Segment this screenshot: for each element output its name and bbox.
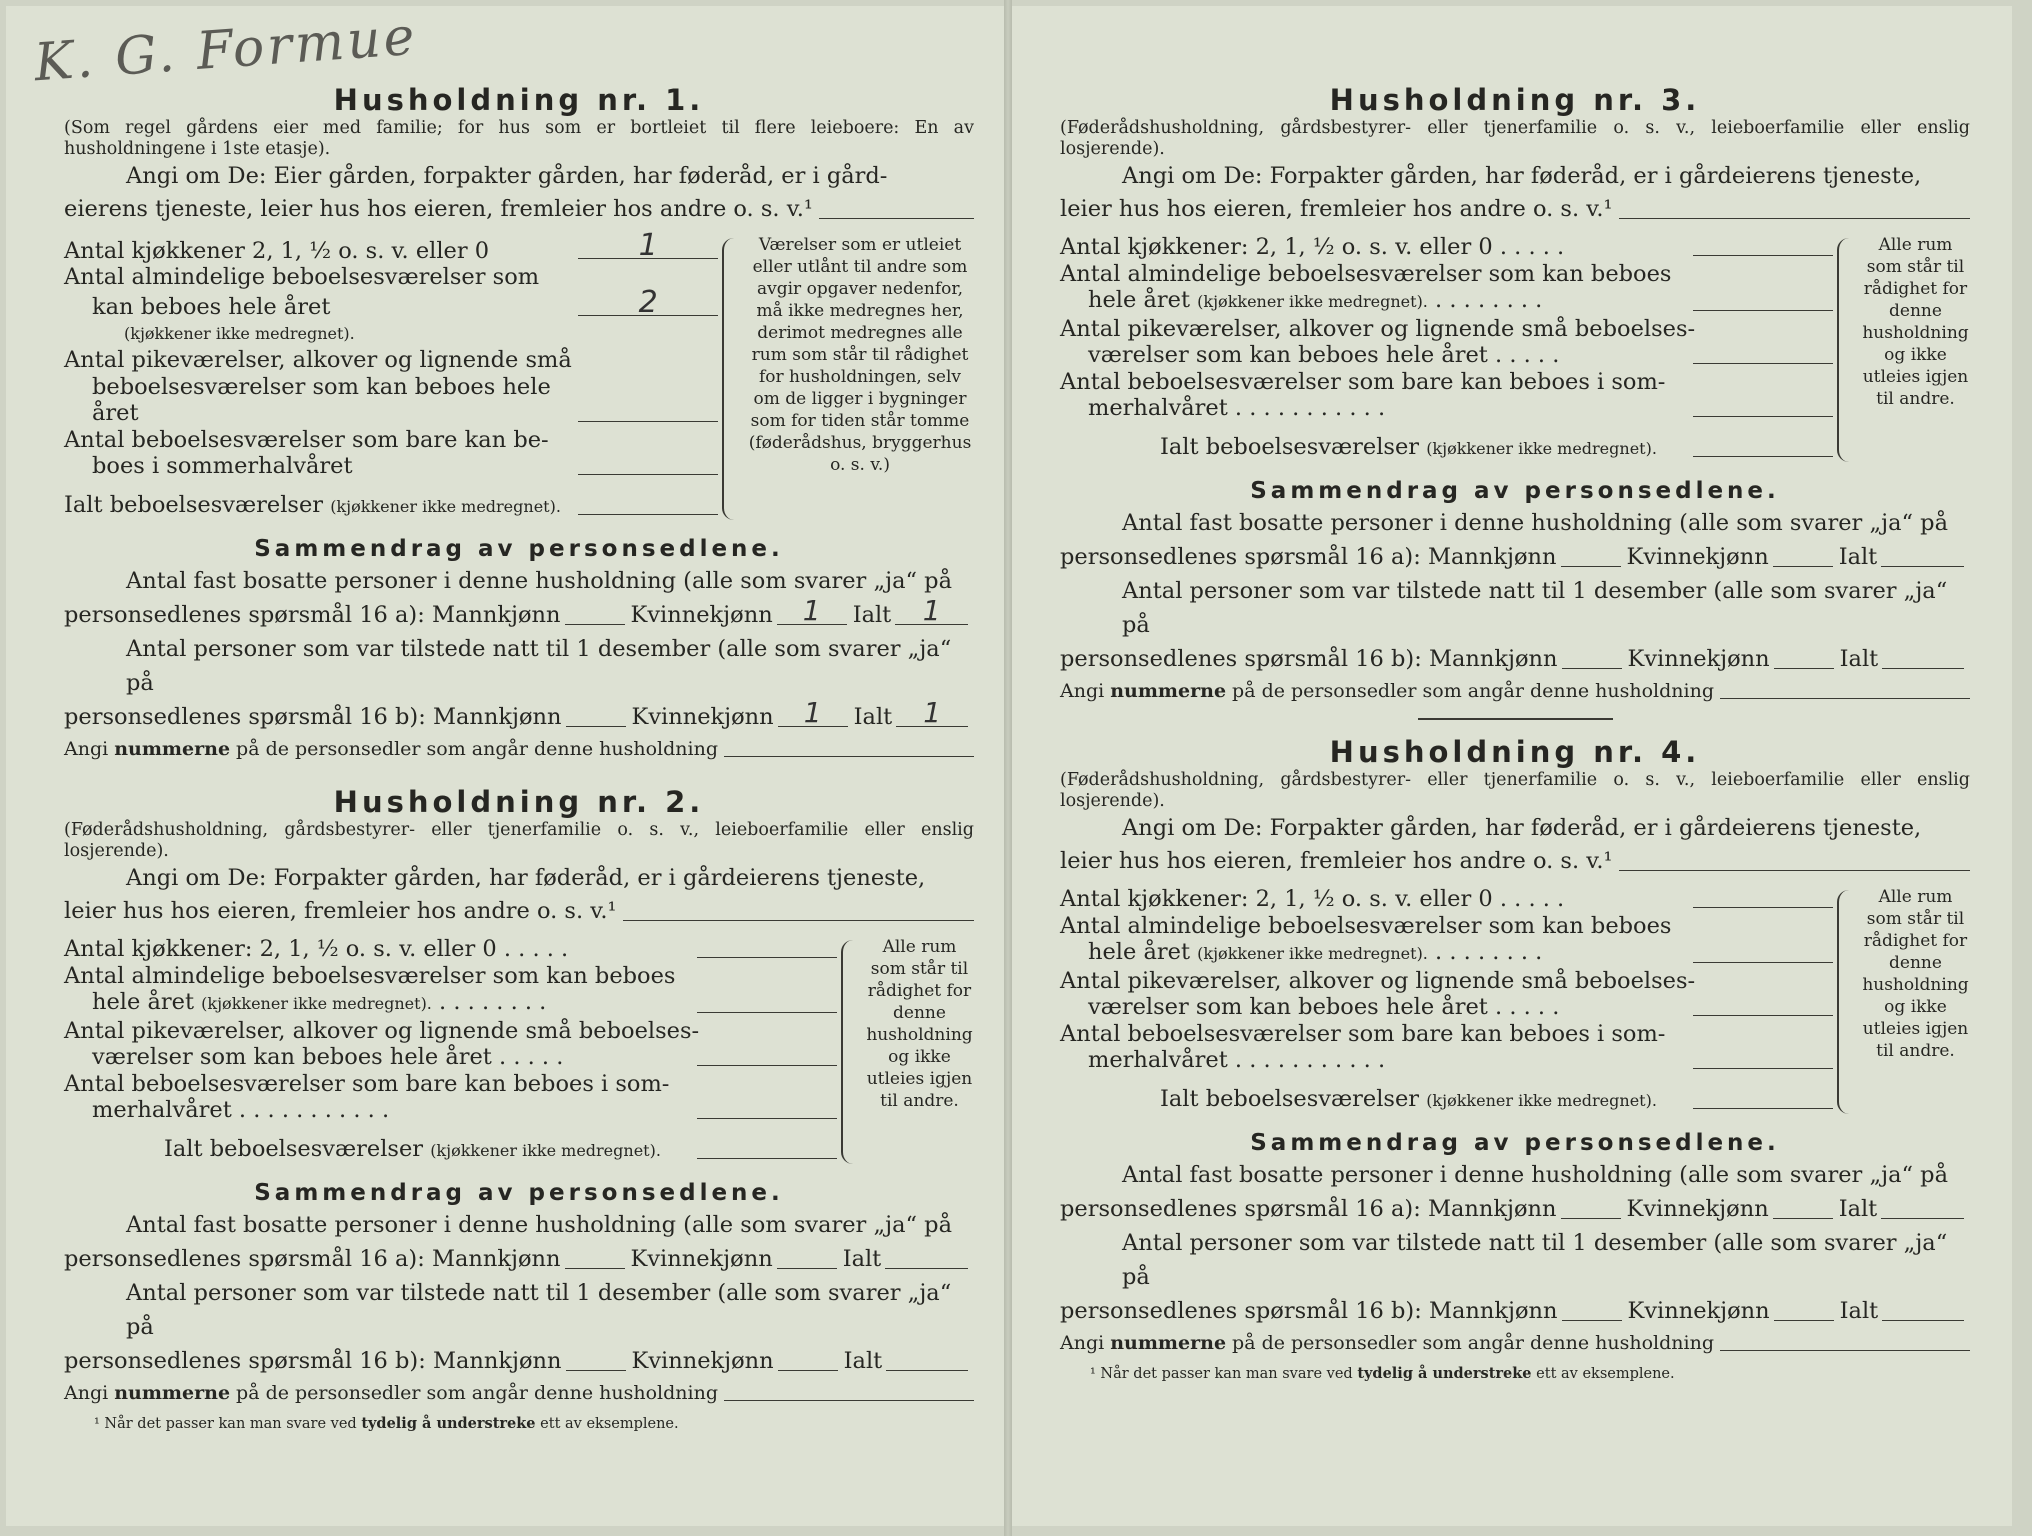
household-2-subtitle: (Føderådshusholdning, gårdsbestyrer- eller tjenerfamilie o. s. v., leieboerfamilie eller enslig losjerende). bbox=[64, 820, 974, 861]
household-4-q16b bbox=[1060, 1294, 1970, 1328]
section-divider bbox=[1418, 718, 1613, 720]
household-1-subtitle: (Som regel gårdens eier med familie; for hus som er bortleiet til flere leieboere: En av husholdningene i 1ste etasje). bbox=[64, 118, 974, 159]
household-4-angi-pre: Angi bbox=[1060, 1332, 1105, 1354]
household-4-pike-dots: . . . . . bbox=[1495, 994, 1560, 1020]
household-3-angi-nummerne bbox=[1060, 676, 1970, 706]
household-1-angi-line2 bbox=[64, 193, 974, 226]
household-3-q16a-ialt-label: Ialt bbox=[1838, 544, 1878, 570]
household-1-ialt-field[interactable] bbox=[578, 514, 718, 515]
left-footnote-pre: ¹ Når det passer kan man svare ved bbox=[94, 1416, 357, 1432]
household-1-pike-label-2: beboelsesværelser som kan beboes hele året bbox=[92, 373, 551, 426]
household-3-angi-bold: nummerne bbox=[1110, 680, 1227, 702]
household-1-tilstede: Antal personer som var tilstede natt til 1 desember (alle som svarer „ja“ på bbox=[126, 636, 952, 696]
household-4-q16b-kvinne-field[interactable] bbox=[1774, 1294, 1834, 1321]
household-4-somm-row-2 bbox=[1060, 1047, 1833, 1074]
household-4-q16a bbox=[1060, 1192, 1970, 1226]
page-fold bbox=[1004, 0, 1012, 1536]
household-2-tilstede: Antal personer som var tilstede natt til 1 desember (alle som svarer „ja“ på bbox=[126, 1280, 952, 1340]
household-1-q16a-mann-field[interactable] bbox=[565, 598, 625, 625]
household-1-angi-nummerne bbox=[64, 734, 974, 764]
household-4-angi-nummerne bbox=[1060, 1328, 1970, 1358]
left-column bbox=[64, 6, 974, 1434]
household-2-somm-label-1: Antal beboelsesværelser som bare kan beboes i som- bbox=[64, 1070, 670, 1097]
right-footnote-post: ett av eksemplene. bbox=[1536, 1366, 1675, 1382]
household-3-ialt-label: Ialt beboelsesværelser bbox=[1160, 433, 1420, 460]
household-1-room-rows bbox=[64, 228, 718, 520]
household-4-summary-title: Sammendrag av personsedlene. bbox=[1250, 1130, 1780, 1156]
household-4-angi-line1: Angi om De: Forpakter gården, har føderåd, er i gårdeierens tjeneste, bbox=[1122, 815, 1922, 841]
household-1-angi-bold: nummerne bbox=[114, 738, 231, 760]
household-3-pike-field[interactable] bbox=[1693, 363, 1833, 364]
household-3-title: Husholdning nr. 3. bbox=[1329, 83, 1701, 117]
household-1-q16b-ialt-label: Ialt bbox=[853, 704, 893, 730]
household-3-kitchens-row bbox=[1060, 234, 1833, 261]
household-2-summary-title: Sammendrag av personsedlene. bbox=[254, 1180, 784, 1206]
household-1-angi-post: på de personsedler som angår denne husholdning bbox=[236, 738, 718, 760]
household-3-q16b-mann-field[interactable] bbox=[1562, 642, 1622, 669]
household-2-angi-line2 bbox=[64, 895, 974, 928]
household-1-q16a bbox=[64, 594, 974, 632]
household-4-q16b-ialt-label: Ialt bbox=[1839, 1298, 1879, 1324]
household-3-brace bbox=[1837, 238, 1853, 462]
household-3-fast-bosatte: Antal fast bosatte personer i denne husholdning (alle som svarer „ja“ på bbox=[1122, 510, 1948, 536]
household-3-alm-dots: . . . . . . . . bbox=[1435, 287, 1543, 313]
household-2-brace bbox=[841, 940, 857, 1164]
household-2-somm-row-2 bbox=[64, 1097, 837, 1124]
left-footnote-post: ett av eksemplene. bbox=[540, 1416, 679, 1432]
household-3-angi-blank[interactable] bbox=[1619, 218, 1971, 219]
household-1-somm-row-2 bbox=[64, 453, 718, 480]
household-2-fast-bosatte: Antal fast bosatte personer i denne husholdning (alle som svarer „ja“ på bbox=[126, 1212, 952, 1238]
household-4-room-rows bbox=[1060, 886, 1833, 1114]
household-4-somm-label-2: merhalvåret bbox=[1088, 1047, 1228, 1073]
household-4-kitchens-dots: . . . . . bbox=[1499, 886, 1565, 912]
household-1-q16a-ialt-label: Ialt bbox=[852, 602, 892, 628]
household-3-q16b-kvinne-field[interactable] bbox=[1774, 642, 1834, 669]
household-3-pike-label-1: Antal pikeværelser, alkover og lignende små beboelses- bbox=[1060, 315, 1696, 342]
household-3-somm-field[interactable] bbox=[1693, 416, 1833, 417]
right-footnote-pre: ¹ Når det passer kan man svare ved bbox=[1090, 1366, 1353, 1382]
household-1-alm-field[interactable]: 2 bbox=[578, 291, 718, 316]
household-2-kitchens-row bbox=[64, 936, 837, 963]
household-1-kitchens-label: Antal kjøkkener 2, 1, ½ o. s. v. eller 0 bbox=[64, 237, 490, 264]
household-2-pike-row-2 bbox=[64, 1044, 837, 1071]
household-2-kitchens-field[interactable] bbox=[697, 957, 837, 958]
household-4-kitchens-field[interactable] bbox=[1693, 907, 1833, 908]
household-4-tilstede: Antal personer som var tilstede natt til 1 desember (alle som svarer „ja“ på bbox=[1122, 1230, 1948, 1290]
household-2-q16a-kvinne-label: Kvinnekjønn bbox=[630, 1246, 773, 1272]
household-4-ialt-field[interactable] bbox=[1693, 1108, 1833, 1109]
household-2-angi-nummerne bbox=[64, 1378, 974, 1408]
household-1-somm-field[interactable] bbox=[578, 474, 718, 475]
household-2-kitchens-label: Antal kjøkkener: 2, 1, ½ o. s. v. eller 0 bbox=[64, 936, 497, 962]
household-2-pike-label-2: værelser som kan beboes hele året bbox=[92, 1044, 492, 1070]
household-4-q16b-mann-field[interactable] bbox=[1562, 1294, 1622, 1321]
household-1-kitchens-row bbox=[64, 228, 718, 264]
left-footnote bbox=[64, 1414, 974, 1434]
household-4-title: Husholdning nr. 4. bbox=[1329, 735, 1701, 769]
household-3-somm-dots: . . . . . . . . . . . bbox=[1234, 395, 1386, 421]
household-2-angi-pre: Angi bbox=[64, 1382, 109, 1404]
household-2-room-rows bbox=[64, 936, 837, 1164]
household-1-pike-row-1 bbox=[64, 347, 718, 374]
household-4-alm-row-1 bbox=[1060, 913, 1833, 940]
household-2-q16b bbox=[64, 1344, 974, 1378]
household-4-nummerne-field[interactable] bbox=[1720, 1350, 1970, 1351]
household-2-alm-row-1 bbox=[64, 963, 837, 990]
right-page bbox=[1012, 6, 2012, 1526]
household-2-q16b-ialt-field[interactable] bbox=[886, 1344, 968, 1371]
household-2-ialt-sub: (kjøkkener ikke medregnet). bbox=[430, 1140, 661, 1160]
household-2-q16b-mann-label: Mannkjønn bbox=[432, 1348, 562, 1374]
household-2-q16b-mann-field[interactable] bbox=[566, 1344, 626, 1371]
household-4-pike-field[interactable] bbox=[1693, 1015, 1833, 1016]
right-footnote bbox=[1060, 1364, 1970, 1384]
household-1-q16a-ialt-field[interactable]: 1 bbox=[895, 598, 968, 625]
household-1-alm-sub: (kjøkkener ikke medregnet). bbox=[124, 323, 355, 343]
household-1-pike-row-2 bbox=[64, 374, 718, 427]
household-2-alm-row-2 bbox=[64, 989, 837, 1018]
household-4-alm-label-1: Antal almindelige beboelsesværelser som kan beboes bbox=[1060, 912, 1672, 939]
household-4-q16a-kvinne-label: Kvinnekjønn bbox=[1626, 1196, 1769, 1222]
household-2-q16a-ialt-field[interactable] bbox=[885, 1242, 968, 1269]
household-2-somm-field[interactable] bbox=[697, 1118, 837, 1119]
household-3-room-rows bbox=[1060, 234, 1833, 462]
household-3-q16a bbox=[1060, 540, 1970, 574]
household-4-ialt-row bbox=[1060, 1086, 1833, 1115]
household-1-angi-line2-text: eierens tjeneste, leier hus hos eieren, fremleier hos andre o. s. v.¹ bbox=[64, 196, 813, 222]
household-4-somm-label-1: Antal beboelsesværelser som bare kan beboes i som- bbox=[1060, 1020, 1666, 1047]
household-4-somm-field[interactable] bbox=[1693, 1068, 1833, 1069]
household-4-somm-dots: . . . . . . . . . . . bbox=[1234, 1047, 1386, 1073]
household-3-angi-post: på de personsedler som angår denne husholdning bbox=[1232, 680, 1714, 702]
household-2-q16a-mann-label: Mannkjønn bbox=[431, 1246, 561, 1272]
household-1-q16a-label: personsedlenes spørsmål 16 a): bbox=[64, 602, 425, 628]
household-4-ialt-label: Ialt beboelsesværelser bbox=[1160, 1085, 1420, 1112]
household-1-q16a-kvinne-field[interactable]: 1 bbox=[777, 598, 847, 625]
household-4-subtitle: (Føderådshusholdning, gårdsbestyrer- eller tjenerfamilie o. s. v., leieboerfamilie eller enslig losjerende). bbox=[1060, 770, 1970, 811]
household-3-angi-line2-text: leier hus hos eieren, fremleier hos andre o. s. v.¹ bbox=[1060, 196, 1613, 222]
household-2-q16a-label: personsedlenes spørsmål 16 a): bbox=[64, 1246, 425, 1272]
household-2-ialt-field[interactable] bbox=[697, 1158, 837, 1159]
household-2-rooms-note: Alle rum som står til rådighet for denne husholdning og ikke utleies igjen til andre. bbox=[866, 937, 973, 1111]
household-3-alm-row-1 bbox=[1060, 261, 1833, 288]
household-4-angi-post: på de personsedler som angår denne husholdning bbox=[1232, 1332, 1714, 1354]
household-3-q16b-kvinne-label: Kvinnekjønn bbox=[1627, 646, 1770, 672]
household-3-q16a-mann-field[interactable] bbox=[1561, 540, 1621, 567]
household-1-q16b-mann-label: Mannkjønn bbox=[432, 704, 562, 730]
household-4-q16a-ialt-field[interactable] bbox=[1881, 1192, 1964, 1219]
household-3-ialt-field[interactable] bbox=[1693, 456, 1833, 457]
household-2-pike-label-1: Antal pikeværelser, alkover og lignende små beboelses- bbox=[64, 1017, 700, 1044]
household-4-q16b-mann-label: Mannkjønn bbox=[1428, 1298, 1558, 1324]
household-1-ialt-sub: (kjøkkener ikke medregnet). bbox=[330, 496, 561, 516]
household-3-q16b-ialt-field[interactable] bbox=[1882, 642, 1964, 669]
household-2-somm-row-1 bbox=[64, 1071, 837, 1098]
household-1-pike-label-1: Antal pikeværelser, alkover og lignende små bbox=[64, 347, 572, 373]
household-3-angi-pre: Angi bbox=[1060, 680, 1105, 702]
left-footnote-bold: tydelig å understreke bbox=[361, 1415, 536, 1432]
household-2-q16b-kvinne-field[interactable] bbox=[778, 1344, 838, 1371]
household-1-q16b-kvinne-label: Kvinnekjønn bbox=[631, 704, 774, 730]
household-3-q16a-ialt-field[interactable] bbox=[1881, 540, 1964, 567]
household-3-somm-label-2: merhalvåret bbox=[1088, 395, 1228, 421]
household-4-q16b-label: personsedlenes spørsmål 16 b): bbox=[1060, 1298, 1422, 1324]
household-1-somm-row-1 bbox=[64, 427, 718, 454]
household-3-angi-line1: Angi om De: Forpakter gården, har føderåd, er i gårdeierens tjeneste, bbox=[1122, 163, 1922, 189]
household-3-pike-dots: . . . . . bbox=[1495, 342, 1560, 368]
household-1-q16b-mann-field[interactable] bbox=[566, 700, 626, 727]
household-4-angi-bold: nummerne bbox=[1110, 1332, 1227, 1354]
household-2-alm-field[interactable] bbox=[697, 1012, 837, 1013]
household-4-q16a-mann-field[interactable] bbox=[1561, 1192, 1621, 1219]
household-3-subtitle: (Føderådshusholdning, gårdsbestyrer- eller tjenerfamilie o. s. v., leieboerfamilie eller enslig losjerende). bbox=[1060, 118, 1970, 159]
household-1-q16a-mann-label: Mannkjønn bbox=[431, 602, 561, 628]
household-2-pike-row-1 bbox=[64, 1018, 837, 1045]
household-4-ialt-sub: (kjøkkener ikke medregnet). bbox=[1426, 1090, 1657, 1110]
household-2-title: Husholdning nr. 2. bbox=[333, 785, 705, 819]
household-2-alm-dots: . . . . . . . . bbox=[439, 989, 547, 1015]
right-footnote-bold: tydelig å understreke bbox=[1357, 1365, 1532, 1382]
household-2-ialt-row bbox=[64, 1136, 837, 1165]
household-3-alm-sub: (kjøkkener ikke medregnet). bbox=[1197, 292, 1428, 311]
household-2-angi-bold: nummerne bbox=[114, 1382, 231, 1404]
household-1-somm-label-2: boes i sommerhalvåret bbox=[92, 453, 353, 479]
household-4-angi-line2-text: leier hus hos eieren, fremleier hos andre o. s. v.¹ bbox=[1060, 848, 1613, 874]
household-4-pike-row-1 bbox=[1060, 968, 1833, 995]
household-2-angi-blank[interactable] bbox=[623, 920, 975, 921]
household-1-kitchens-field[interactable]: 1 bbox=[578, 234, 718, 259]
household-4-q16a-mann-label: Mannkjønn bbox=[1427, 1196, 1557, 1222]
household-1-title: Husholdning nr. 1. bbox=[333, 83, 705, 117]
household-4-q16b-kvinne-label: Kvinnekjønn bbox=[1627, 1298, 1770, 1324]
household-3-alm-field[interactable] bbox=[1693, 310, 1833, 311]
household-2-somm-label-2: merhalvåret bbox=[92, 1097, 232, 1123]
household-2-ialt-label: Ialt beboelsesværelser bbox=[164, 1135, 424, 1162]
household-1-q16b-label: personsedlenes spørsmål 16 b): bbox=[64, 704, 426, 730]
household-4-pike-label-2: værelser som kan beboes hele året bbox=[1088, 994, 1488, 1020]
household-4-alm-sub: (kjøkkener ikke medregnet). bbox=[1197, 944, 1428, 963]
household-1-brace bbox=[722, 238, 738, 520]
household-1-q16b-ialt-field[interactable]: 1 bbox=[896, 700, 968, 727]
household-2-kitchens-dots: . . . . . bbox=[503, 936, 569, 962]
household-3-q16a-kvinne-field[interactable] bbox=[1773, 540, 1833, 567]
household-3-tilstede: Antal personer som var tilstede natt til 1 desember (alle som svarer „ja“ på bbox=[1122, 578, 1948, 638]
household-1-q16b-kvinne-field[interactable]: 1 bbox=[778, 700, 848, 727]
household-2-q16b-label: personsedlenes spørsmål 16 b): bbox=[64, 1348, 426, 1374]
household-3-pike-row-1 bbox=[1060, 316, 1833, 343]
household-3-q16b bbox=[1060, 642, 1970, 676]
household-1-nummerne-field[interactable] bbox=[724, 756, 974, 757]
household-4-angi-blank[interactable] bbox=[1619, 870, 1971, 871]
household-4-alm-dots: . . . . . . . . bbox=[1435, 939, 1543, 965]
household-1-pike-field[interactable] bbox=[578, 421, 718, 422]
household-1-ialt-label: Ialt beboelsesværelser bbox=[64, 491, 324, 518]
household-2-alm-label-2: hele året bbox=[92, 989, 194, 1015]
household-4-alm-label-2: hele året bbox=[1088, 939, 1190, 965]
household-1-alm-row-2 bbox=[64, 284, 718, 321]
household-2-q16a bbox=[64, 1242, 974, 1276]
household-2-q16a-mann-field[interactable] bbox=[565, 1242, 625, 1269]
household-2-alm-label-1: Antal almindelige beboelsesværelser som kan beboes bbox=[64, 962, 676, 989]
household-3-alm-row-2 bbox=[1060, 287, 1833, 316]
household-3-rooms-note: Alle rum som står til rådighet for denne husholdning og ikke utleies igjen til andre. bbox=[1862, 235, 1969, 409]
household-4-fast-bosatte: Antal fast bosatte personer i denne husholdning (alle som svarer „ja“ på bbox=[1122, 1162, 1948, 1188]
household-3-ialt-row bbox=[1060, 434, 1833, 463]
household-4-alm-field[interactable] bbox=[1693, 962, 1833, 963]
household-2-q16a-kvinne-field[interactable] bbox=[777, 1242, 837, 1269]
household-3-pike-row-2 bbox=[1060, 342, 1833, 369]
household-4-kitchens-row bbox=[1060, 886, 1833, 913]
household-2-q16a-ialt-label: Ialt bbox=[842, 1246, 882, 1272]
household-4-q16b-ialt-field[interactable] bbox=[1882, 1294, 1964, 1321]
household-3-q16a-mann-label: Mannkjønn bbox=[1427, 544, 1557, 570]
household-4-kitchens-label: Antal kjøkkener: 2, 1, ½ o. s. v. eller 0 bbox=[1060, 886, 1493, 912]
household-2-q16b-ialt-label: Ialt bbox=[843, 1348, 883, 1374]
household-1-summary-title: Sammendrag av personsedlene. bbox=[254, 536, 784, 562]
household-3-ialt-sub: (kjøkkener ikke medregnet). bbox=[1426, 438, 1657, 458]
household-4-rooms bbox=[1060, 886, 1970, 1114]
household-1-alm-label-2: kan beboes hele året bbox=[92, 294, 331, 320]
household-4-q16a-kvinne-field[interactable] bbox=[1773, 1192, 1833, 1219]
household-2-rooms bbox=[64, 936, 974, 1164]
household-3-kitchens-field[interactable] bbox=[1693, 255, 1833, 256]
household-2-angi-line1: Angi om De: Forpakter gården, har føderåd, er i gårdeierens tjeneste, bbox=[126, 865, 926, 891]
household-3-q16b-mann-label: Mannkjønn bbox=[1428, 646, 1558, 672]
household-3-q16b-ialt-label: Ialt bbox=[1839, 646, 1879, 672]
household-3-q16a-label: personsedlenes spørsmål 16 a): bbox=[1060, 544, 1421, 570]
household-3-summary-title: Sammendrag av personsedlene. bbox=[1250, 478, 1780, 504]
household-4-pike-row-2 bbox=[1060, 994, 1833, 1021]
household-3-pike-label-2: værelser som kan beboes hele året bbox=[1088, 342, 1488, 368]
household-4-q16a-label: personsedlenes spørsmål 16 a): bbox=[1060, 1196, 1421, 1222]
household-3-somm-row-2 bbox=[1060, 395, 1833, 422]
household-1-alm-row-1 bbox=[64, 264, 718, 291]
household-1-q16b bbox=[64, 696, 974, 734]
household-4-angi-line2 bbox=[1060, 845, 1970, 878]
household-2-pike-field[interactable] bbox=[697, 1065, 837, 1066]
household-1-alm-label-1: Antal almindelige beboelsesværelser som bbox=[64, 264, 540, 290]
household-3-kitchens-dots: . . . . . bbox=[1499, 234, 1565, 260]
household-3-nummerne-field[interactable] bbox=[1720, 698, 1970, 699]
household-2-angi-post: på de personsedler som angår denne husholdning bbox=[236, 1382, 718, 1404]
household-3-somm-label-1: Antal beboelsesværelser som bare kan beboes i som- bbox=[1060, 368, 1666, 395]
household-1-somm-label-1: Antal beboelsesværelser som bare kan be- bbox=[64, 426, 549, 453]
household-3-rooms bbox=[1060, 234, 1970, 462]
household-4-q16a-ialt-label: Ialt bbox=[1838, 1196, 1878, 1222]
household-3-q16b-label: personsedlenes spørsmål 16 b): bbox=[1060, 646, 1422, 672]
household-3-alm-label-1: Antal almindelige beboelsesværelser som kan beboes bbox=[1060, 260, 1672, 287]
household-1-rooms bbox=[64, 228, 974, 520]
household-4-alm-row-2 bbox=[1060, 939, 1833, 968]
household-4-rooms-note: Alle rum som står til rådighet for denne husholdning og ikke utleies igjen til andre. bbox=[1862, 887, 1969, 1061]
household-3-q16a-kvinne-label: Kvinnekjønn bbox=[1626, 544, 1769, 570]
handwritten-annotation: K. G. Formue bbox=[32, 6, 420, 94]
household-2-q16b-kvinne-label: Kvinnekjønn bbox=[631, 1348, 774, 1374]
household-3-kitchens-label: Antal kjøkkener: 2, 1, ½ o. s. v. eller 0 bbox=[1060, 234, 1493, 260]
household-3-alm-label-2: hele året bbox=[1088, 287, 1190, 313]
right-column bbox=[1060, 6, 1970, 1384]
household-3-somm-row-1 bbox=[1060, 369, 1833, 396]
household-4-brace bbox=[1837, 890, 1853, 1114]
household-1-angi-line1: Angi om De: Eier gården, forpakter gården, har føderåd, er i gård- bbox=[126, 163, 888, 189]
household-1-rooms-note: Værelser som er utleiet eller utlånt til andre som avgir opgaver nedenfor, må ikke medregnes her, derimot medregnes alle rum som står til rådighet for husholdningen, selv om de ligger i bygninger som for tiden står tomme (føderådshus, bryggerhus o. s. v.) bbox=[748, 235, 972, 475]
household-2-nummerne-field[interactable] bbox=[724, 1400, 974, 1401]
household-2-pike-dots: . . . . . bbox=[499, 1044, 564, 1070]
household-1-ialt-row bbox=[64, 492, 718, 521]
household-2-somm-dots: . . . . . . . . . . . bbox=[238, 1097, 390, 1123]
household-1-fast-bosatte: Antal fast bosatte personer i denne husholdning (alle som svarer „ja“ på bbox=[126, 568, 952, 594]
household-3-angi-line2 bbox=[1060, 193, 1970, 226]
household-4-somm-row-1 bbox=[1060, 1021, 1833, 1048]
household-2-alm-sub: (kjøkkener ikke medregnet). bbox=[201, 994, 432, 1013]
household-1-angi-pre: Angi bbox=[64, 738, 109, 760]
left-page bbox=[6, 6, 1006, 1526]
household-1-q16a-kvinne-label: Kvinnekjønn bbox=[630, 602, 773, 628]
household-1-angi-blank[interactable] bbox=[819, 218, 974, 219]
household-4-pike-label-1: Antal pikeværelser, alkover og lignende små beboelses- bbox=[1060, 967, 1696, 994]
household-2-angi-line2-text: leier hus hos eieren, fremleier hos andre o. s. v.¹ bbox=[64, 898, 617, 924]
